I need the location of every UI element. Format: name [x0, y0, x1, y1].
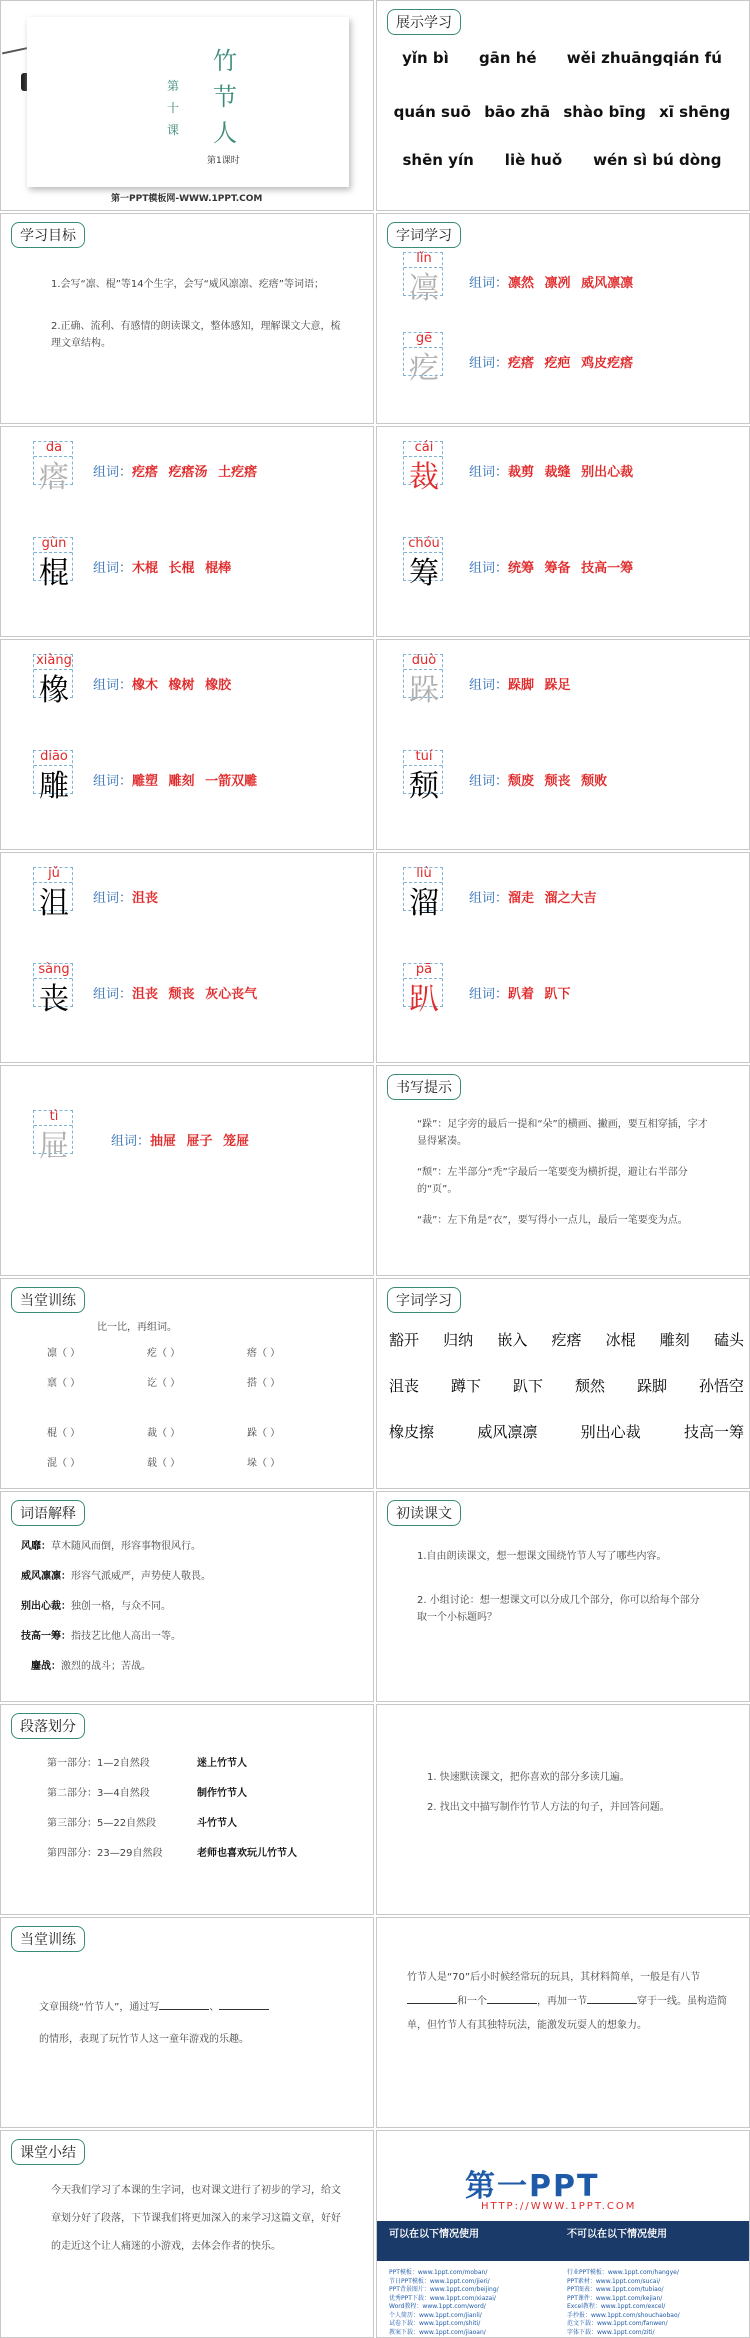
words-list: 木棍 长棍 棍棒: [132, 561, 232, 576]
word-item: 沮丧: [389, 1377, 420, 1395]
compare-item: 棍（ ）: [47, 1428, 81, 1439]
read-item: 2. 小组讨论：想一想课文可以分成几个部分，你可以给每个部分取一个小标题吗？: [417, 1595, 700, 1623]
lesson-char: 十: [167, 101, 180, 115]
ad-slide: [376, 2130, 750, 2338]
section-range: 第三部分：5—22自然段: [47, 1818, 157, 1829]
word-row: [469, 557, 633, 576]
glossary-term: 别出心裁：: [21, 1601, 71, 1612]
word-row: [469, 887, 597, 906]
char-glyph: 棍: [39, 556, 69, 591]
compare-item: 疙（ ）: [147, 1348, 181, 1359]
section-tag: 段落划分: [11, 1713, 85, 1739]
words-list: 颓废 颓丧 颓败: [508, 774, 608, 789]
instruction: 比一比，再组词。: [97, 1322, 177, 1333]
char-glyph: 溜: [409, 886, 439, 921]
ad-link: 手抄报：www.1ppt.com/shouchaobao/: [567, 2311, 680, 2319]
words-label: 组词：: [93, 561, 133, 576]
glossary-term: 威风凛凛：: [21, 1571, 71, 1582]
ad-link: Word教程：www.1ppt.com/word/: [389, 2303, 486, 2310]
char-box: [403, 749, 443, 804]
cover-footer: 第一PPT模板网-WWW.1PPT.COM: [111, 194, 263, 204]
char-box: [403, 440, 443, 495]
title-char: 节: [213, 83, 237, 111]
char-glyph: 沮: [39, 886, 69, 921]
char-card-slide: [376, 852, 750, 1063]
goal-item: 2.正确、流利、有感情的朗读课文，整体感知，理解课文大意，梳理文章结构。: [51, 321, 341, 349]
char-box: [33, 1109, 73, 1164]
char-box: [403, 962, 443, 1017]
words-list: 疙瘩 疙瘩汤 土疙瘩: [132, 465, 258, 480]
char-card-slide: [376, 426, 750, 637]
char-box: [403, 536, 443, 591]
practice-compare-slide: [0, 1278, 374, 1489]
blank-line: [159, 1998, 209, 2010]
word-item: 颓然: [574, 1377, 605, 1395]
word-row: [93, 770, 257, 789]
char-glyph: 颓: [409, 769, 439, 804]
pinyin-row: [387, 49, 737, 67]
char-card-slide: [376, 213, 750, 424]
lesson-char: 第: [167, 79, 180, 93]
glossary-def: 独创一格，与众不同。: [71, 1601, 171, 1612]
tip-item: “颓”：左半部分“秃”字最后一笔要变为横折提，避让右半部分的“页”。: [417, 1167, 688, 1195]
char-pinyin: lǐn: [416, 251, 432, 266]
compare-item: 讫（ ）: [147, 1378, 181, 1389]
writing-tips-slide: [376, 1065, 750, 1276]
word-item: 孙悟空: [698, 1377, 744, 1395]
section-tag: 当堂训练: [11, 1287, 85, 1313]
pinyin-word: bāo zhā: [484, 103, 551, 121]
ad-link: 行业PPT模板：www.1ppt.com/hangye/: [567, 2269, 679, 2276]
words-label: 组词：: [469, 987, 509, 1002]
words-label: 组词：: [469, 774, 509, 789]
char-glyph: 丧: [39, 982, 69, 1017]
ad-link: PPT图表：www.1ppt.com/tubiao/: [567, 2286, 664, 2293]
char-glyph: 趴: [409, 982, 439, 1017]
blank-line: [487, 1992, 537, 2004]
words-label: 组词：: [93, 987, 133, 1002]
word-row: [111, 1130, 249, 1149]
words-label: 组词：: [469, 356, 509, 371]
char-box: [403, 653, 443, 708]
ad-link: PPT素材：www.1ppt.com/sucai/: [567, 2277, 661, 2285]
char-pinyin: liù: [416, 866, 432, 881]
glossary-def: 激烈的战斗；苦战。: [61, 1661, 151, 1672]
words-list: 跺脚 跺足: [508, 678, 571, 693]
word-row: [389, 1375, 744, 1396]
section-title: 老师也喜欢玩儿竹节人: [197, 1848, 297, 1859]
ad-link: PPT课件：www.1ppt.com/kejian/: [567, 2294, 663, 2302]
words-label: 组词：: [469, 891, 509, 906]
char-box: [33, 536, 73, 591]
words-label: 组词：: [469, 465, 509, 480]
words-list: 凛然 凛冽 威风凛凛: [508, 276, 634, 291]
tip-item: “裁”：左下角是“衣”，要写得小一点儿，最后一笔要变为点。: [417, 1215, 688, 1226]
glossary-item: [31, 1658, 151, 1675]
section-title: 制作竹节人: [197, 1788, 247, 1799]
tasks-slide: [376, 1704, 750, 1915]
practice-fill-slide: [0, 1917, 374, 2128]
fill-text: 竹节人是“70”后小时候经常玩的玩具，其材料简单，一般是有八节: [407, 1972, 701, 1983]
char-glyph: 瘩: [39, 460, 69, 495]
section-range: 第四部分：23—29自然段: [47, 1848, 163, 1859]
blank-line: [219, 1998, 269, 2010]
glossary-term: 技高一筹：: [21, 1631, 71, 1642]
char-card-slide: [0, 639, 374, 850]
word-row: [469, 983, 571, 1002]
ad-link: PPT模板：www.1ppt.com/moban/: [389, 2269, 488, 2276]
char-pinyin: chóu: [408, 536, 440, 551]
words-list: 疙瘩 疙疤 鸡皮疙瘩: [508, 356, 634, 371]
compare-item: 载（ ）: [147, 1458, 181, 1469]
glossary-def: 形容气派威严，声势使人敬畏。: [71, 1571, 211, 1582]
words-label: 组词：: [93, 891, 133, 906]
ad-link: Excel教程：www.1ppt.com/excel/: [567, 2303, 666, 2310]
fill-sentence: [39, 1992, 339, 2056]
section-title: 迷上竹节人: [197, 1758, 247, 1769]
char-box: [33, 440, 73, 495]
lesson-char: 课: [167, 123, 180, 137]
pinyin-word: wén sì bú dòng: [593, 151, 722, 169]
pinyin-word: liè huǒ: [504, 151, 563, 169]
blank-line: [587, 1992, 637, 2004]
sections-slide: [0, 1704, 374, 1915]
blank-line: [407, 1992, 457, 2004]
glossary-item: [21, 1598, 171, 1615]
section-tag: 初读课文: [387, 1500, 461, 1526]
ad-link: 个人简历：www.1ppt.com/jianli/: [389, 2311, 482, 2319]
word-item: 橡皮擦: [389, 1423, 435, 1441]
ad-link: 范文下载：www.1ppt.com/fanwen/: [567, 2320, 668, 2327]
fill-text: 和一个: [457, 1996, 487, 2007]
word-item: 雕刻: [659, 1331, 690, 1349]
char-pinyin: gē: [415, 331, 433, 346]
char-box: [403, 866, 443, 921]
words-label: 组词：: [469, 561, 509, 576]
word-row: [93, 674, 231, 693]
section-tag: 学习目标: [11, 222, 85, 248]
words-label: 组词：: [469, 678, 509, 693]
char-pinyin: gùn: [41, 536, 67, 551]
section-tag: 书写提示: [387, 1074, 461, 1100]
word-item: 磕头: [713, 1331, 744, 1349]
glossary-term: 鏖战：: [31, 1661, 61, 1672]
word-row: [389, 1329, 744, 1350]
glossary-def: 草木随风而倒，形容事物很风行。: [51, 1541, 201, 1552]
char-glyph: 橡: [39, 673, 69, 708]
word-row: [469, 461, 633, 480]
word-row: [469, 770, 607, 789]
char-card-slide: [0, 852, 374, 1063]
section-tag: 词语解释: [11, 1500, 85, 1526]
ad-link: 教案下载：www.1ppt.com/jiaoan/: [389, 2328, 486, 2336]
char-glyph: 跺: [409, 673, 439, 708]
material-slide: [376, 1917, 750, 2128]
words-label: 组词：: [111, 1134, 151, 1149]
words-label: 组词：: [93, 678, 133, 693]
char-pinyin: tì: [49, 1109, 59, 1124]
word-item: 别出心裁: [580, 1423, 641, 1441]
site-logo: 第一PPT: [465, 2169, 600, 2204]
words-list: 统筹 筹备 技高一筹: [508, 561, 634, 576]
section-tag: 当堂训练: [11, 1926, 85, 1952]
fill-text: 穿于一线。虽构造简单，但竹节人有其独特玩法，能激发玩耍人的想象力。: [407, 1996, 727, 2031]
compare-item: 凛（ ）: [47, 1348, 81, 1359]
glossary-item: [21, 1628, 181, 1645]
words-list: 抽屉 屉子 笼屉: [150, 1134, 250, 1149]
title-card: [27, 17, 349, 187]
char-glyph: 凛: [409, 271, 439, 306]
words-label: 组词：: [93, 465, 133, 480]
title-char: 人: [213, 119, 237, 147]
word-row: [93, 557, 231, 576]
char-pinyin: da: [45, 440, 63, 455]
word-row: [93, 983, 257, 1002]
char-card-slide: [0, 426, 374, 637]
read-item: 1.自由朗读课文，想一想课文围绕竹节人写了哪些内容。: [417, 1551, 667, 1562]
task-item: 2. 找出文中描写制作竹节人方法的句子，并回答问题。: [427, 1802, 670, 1813]
word-item: 归纳: [443, 1331, 474, 1349]
char-pinyin: pā: [415, 962, 433, 977]
pinyin-word: yǐn bì: [402, 49, 449, 67]
compare-item: 混（ ）: [47, 1458, 81, 1469]
fill-text: 的情形，表现了玩竹节人这一童年游戏的乐趣。: [39, 2034, 249, 2045]
ad-link: 试卷下载：www.1ppt.com/shiti/: [389, 2320, 481, 2327]
char-card-slide: [376, 639, 750, 850]
glossary-item: [21, 1568, 211, 1585]
word-item: 威风凛凛: [477, 1423, 538, 1441]
material-text: [407, 1966, 727, 2038]
fill-text: 文章围绕“竹节人”，通过写: [39, 2002, 160, 2013]
char-pinyin: cái: [414, 440, 434, 455]
words-list: 雕塑 雕刻 一箭双雕: [132, 774, 258, 789]
word-item: 疙瘩: [551, 1331, 582, 1349]
pinyin-word: xī shēng: [659, 103, 731, 121]
section-range: 第一部分：1—2自然段: [47, 1758, 150, 1769]
ad-link: PPT背景图片：www.1ppt.com/beijing/: [389, 2286, 499, 2293]
glossary-term: 风靡：: [21, 1541, 51, 1552]
char-glyph: 筹: [409, 556, 439, 591]
compare-item: 瘩（ ）: [247, 1348, 281, 1359]
title-char: 竹: [213, 47, 237, 75]
glossary-def: 指技艺比他人高出一等。: [71, 1631, 181, 1642]
fill-text: 、: [209, 2002, 220, 2013]
char-box: [33, 866, 73, 921]
ad-link: 节日PPT模板：www.1ppt.com/jieri/: [389, 2277, 490, 2285]
word-item: 技高一筹: [683, 1423, 744, 1441]
words-list: 沮丧: [132, 891, 159, 906]
char-card-slide: [0, 1065, 374, 1276]
word-row: [93, 887, 158, 906]
ad-right-title: 不可以在以下情况使用: [567, 2229, 667, 2240]
pinyin-row: [387, 151, 737, 169]
pinyin-word: wěi zhuāngqián fú: [566, 49, 722, 67]
char-box: [33, 653, 73, 708]
char-box: [403, 251, 443, 306]
word-item: 趴下: [512, 1377, 543, 1395]
word-item: 豁开: [389, 1331, 420, 1349]
cover-slide: [0, 0, 374, 211]
word-item: 嵌入: [497, 1331, 528, 1349]
section-range: 第二部分：3—4自然段: [47, 1788, 150, 1799]
words-list: 趴着 趴下: [508, 987, 571, 1002]
summary-text: 今天我们学习了本课的生字词，也对课文进行了初步的学习，给文章划分好了段落，下节课我们将更加深入的来学习这篇文章，好好的走近这个让人痛迷的小游戏，去体会作者的快乐。: [51, 2185, 341, 2252]
words-list: 橡木 橡树 橡胶: [132, 678, 232, 693]
word-row: [93, 461, 257, 480]
section-tag: 字词学习: [387, 1287, 461, 1313]
words-label: 组词：: [469, 276, 509, 291]
pinyin-word: shào bīng: [563, 103, 646, 121]
period: 第1课时: [207, 156, 240, 166]
words-list: 沮丧 颓丧 灰心丧气: [132, 987, 258, 1002]
ad-link: 优秀PPT下载：www.1ppt.com/xiazai/: [389, 2294, 496, 2302]
char-box: [33, 962, 73, 1017]
word-item: 蹲下: [450, 1377, 481, 1395]
display-slide: [376, 0, 750, 211]
pinyin-word: quán suō: [393, 103, 471, 121]
compare-item: 跺（ ）: [247, 1428, 281, 1439]
char-glyph: 裁: [409, 460, 439, 495]
char-pinyin: tuí: [415, 749, 433, 764]
word-row: [389, 1421, 744, 1442]
char-glyph: 疙: [409, 351, 439, 386]
word-row: [469, 352, 633, 371]
char-pinyin: xiàng: [36, 653, 72, 668]
words-list: 溜走 溜之大吉: [508, 891, 597, 906]
tip-item: “跺”：足字旁的最后一提和“朵”的横画、撇画，要互相穿插，字才显得紧凑。: [417, 1119, 708, 1147]
word-row: [469, 272, 633, 291]
compare-item: 搭（ ）: [247, 1378, 281, 1389]
word-item: 冰棍: [605, 1331, 636, 1349]
fill-text: ，再加一节: [537, 1996, 587, 2007]
glossary-slide: [0, 1491, 374, 1702]
section-title: 斗竹节人: [197, 1818, 237, 1829]
first-read-slide: [376, 1491, 750, 1702]
char-glyph: 屉: [39, 1129, 69, 1164]
word-study-slide: [376, 1278, 750, 1489]
section-tag: 课堂小结: [11, 2139, 85, 2165]
pinyin-row: [387, 103, 737, 121]
word-item: 跺脚: [636, 1377, 667, 1395]
glossary-item: [21, 1538, 201, 1555]
char-box: [33, 749, 73, 804]
compare-item: 裁（ ）: [147, 1428, 181, 1439]
char-box: [403, 331, 443, 386]
char-pinyin: sàng: [38, 962, 70, 977]
ad-left-title: 可以在以下情况使用: [389, 2229, 479, 2240]
char-glyph: 雕: [39, 769, 69, 804]
summary-slide: [0, 2130, 374, 2338]
char-pinyin: duò: [411, 653, 437, 668]
pinyin-word: gān hé: [478, 49, 537, 67]
char-pinyin: jǔ: [48, 866, 60, 881]
compare-item: 禀（ ）: [47, 1378, 81, 1389]
compare-item: 垛（ ）: [247, 1458, 281, 1469]
goal-item: 1.会写“凛、棍”等14个生字，会写“威风凛凛、疙瘩”等词语；: [51, 279, 324, 290]
word-row: [469, 674, 571, 693]
char-pinyin: diāo: [40, 749, 68, 764]
words-label: 组词：: [93, 774, 133, 789]
section-tag: 字词学习: [387, 222, 461, 248]
task-item: 1. 快速默读课文，把你喜欢的部分多读几遍。: [427, 1772, 630, 1783]
words-list: 裁剪 裁缝 别出心裁: [508, 465, 634, 480]
pinyin-word: shēn yín: [402, 151, 474, 169]
ad-link: 字体下载：www.1ppt.com/ziti/: [567, 2328, 655, 2336]
site-url: HTTP://WWW.1PPT.COM: [481, 2201, 637, 2212]
goals-slide: [0, 213, 374, 424]
section-tag: 展示学习: [387, 9, 461, 35]
